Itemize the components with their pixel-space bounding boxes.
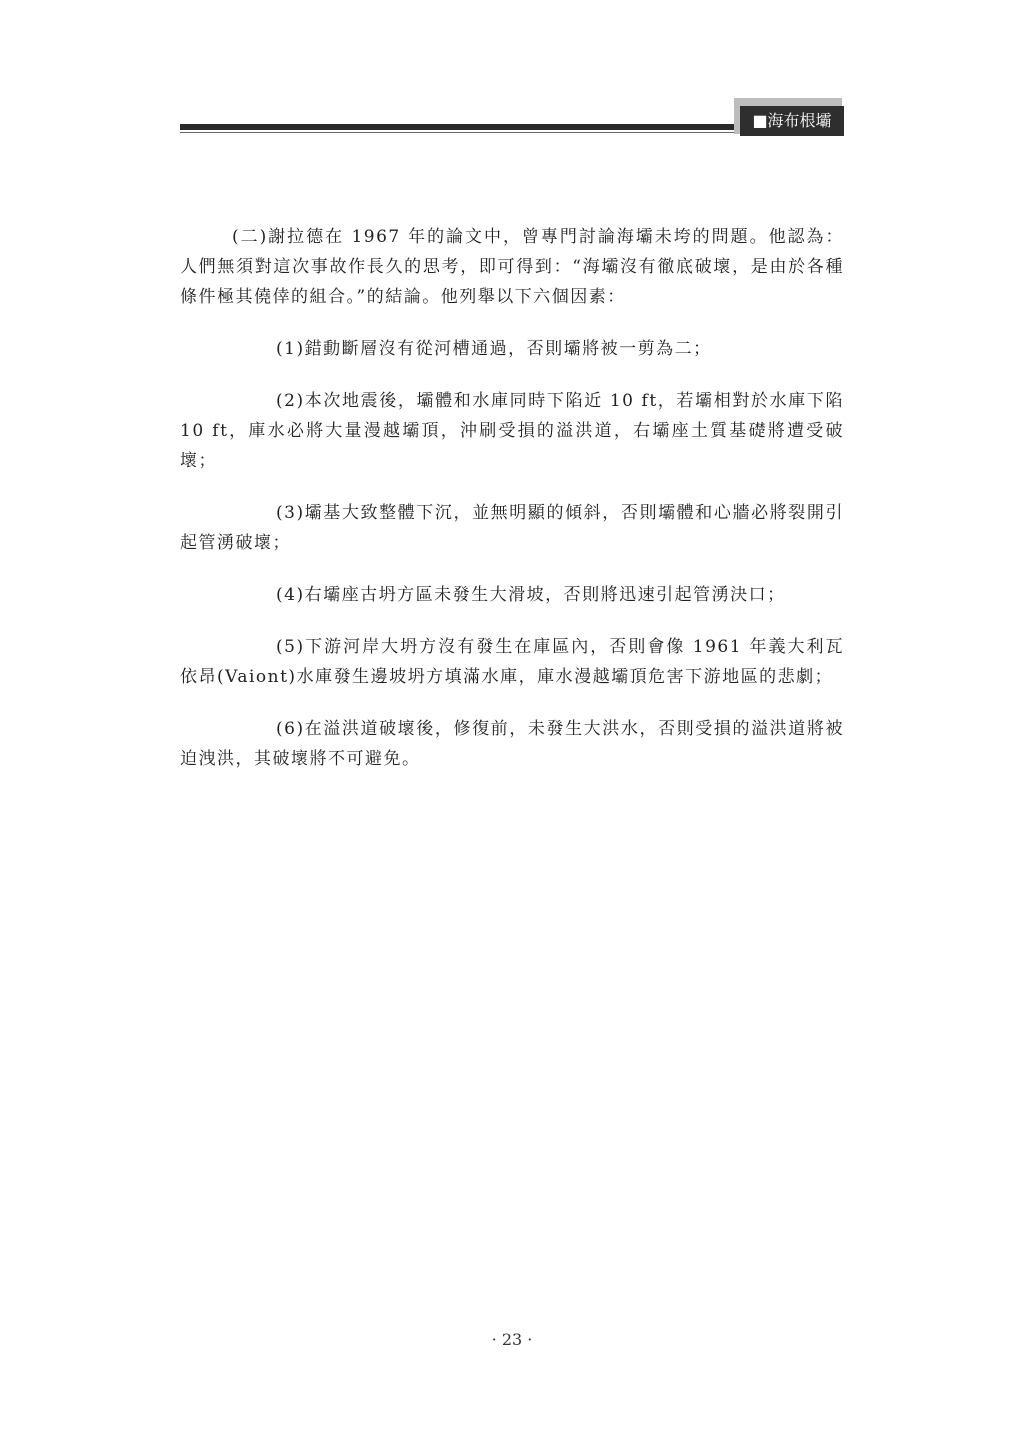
intro-paragraph: (二)謝拉德在 1967 年的論文中，曾專門討論海壩未垮的問題。他認為：人們無須對這次事故作長久的思考，即可得到：“海壩沒有徹底破壞，是由於各種條件極其僥倖的組合。”的結論。他列舉以下六個因素： [180, 227, 844, 307]
factor-item-3: (3)壩基大致整體下沉，並無明顯的傾斜，否則壩體和心牆必將裂開引起管湧破壞； [180, 503, 844, 553]
header-rule-thin [180, 132, 740, 133]
factor-item-6: (6)在溢洪道破壞後，修復前，未發生大洪水，否則受損的溢洪道將被迫洩洪，其破壞將不可避免。 [180, 719, 844, 769]
document-body [180, 222, 844, 796]
section-header-label: ■海布根壩 [740, 106, 844, 136]
factor-item-1: (1)錯動斷層沒有從河槽通過，否則壩將被一剪為二； [276, 339, 712, 359]
factor-item-2: (2)本次地震後，壩體和水庫同時下陷近 10 ft，若壩相對於水庫下陷 10 ft，庫水必將大量漫越壩頂，沖刷受損的溢洪道，右壩座土質基礎將遭受破壞； [180, 391, 844, 471]
factor-item-5: (5)下游河岸大坍方沒有發生在庫區內，否則會像 1961 年義大利瓦依昂(Vaiont)水庫發生邊坡坍方填滿水庫，庫水漫越壩頂危害下游地區的悲劇； [180, 637, 844, 687]
page-number: · 23 · [491, 1330, 533, 1349]
header-rule [180, 124, 740, 130]
factor-item-4: (4)右壩座古坍方區未發生大滑坡，否則將迅速引起管湧決口； [276, 585, 786, 605]
